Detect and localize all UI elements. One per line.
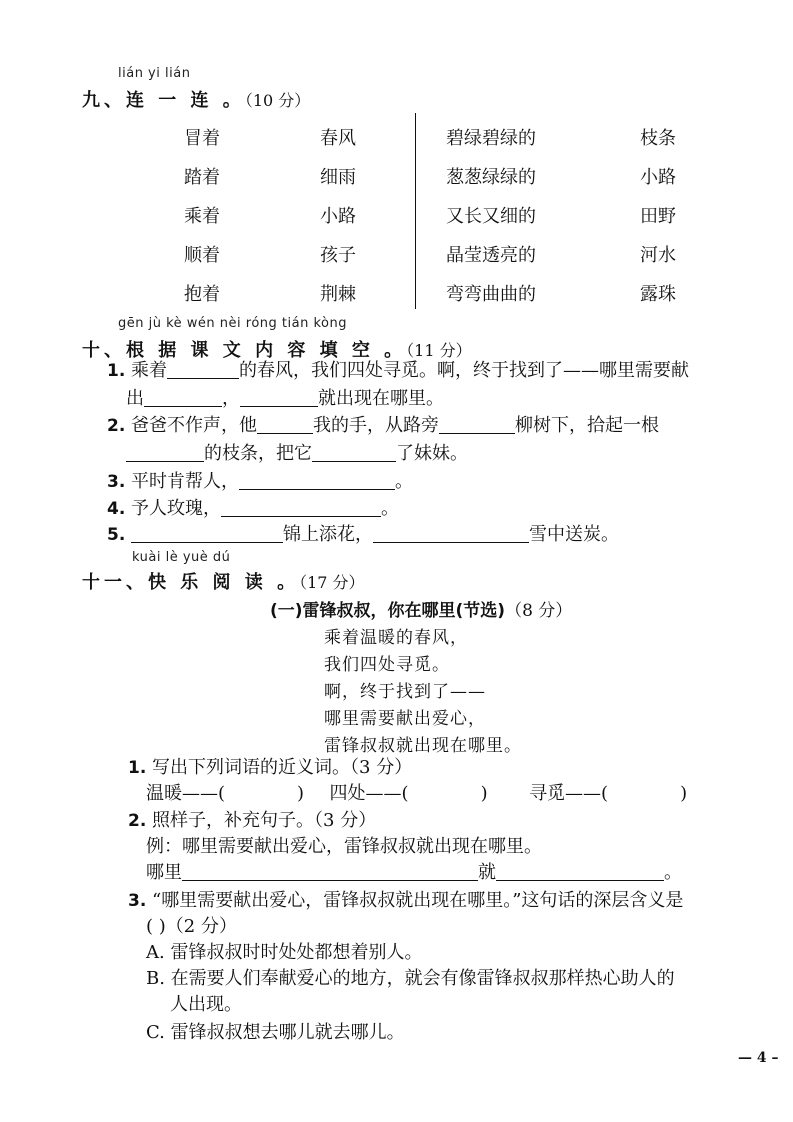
- poem-line: 我们四处寻觅。: [324, 655, 450, 675]
- close-paren: ): [297, 783, 305, 804]
- fill-blank[interactable]: [373, 524, 529, 543]
- fill-blank[interactable]: [312, 443, 396, 462]
- q-text: ，: [222, 388, 240, 409]
- column-divider: [415, 113, 416, 309]
- q-text: 锦上添花，: [283, 524, 374, 545]
- fill-blank[interactable]: [167, 360, 239, 379]
- close-paren: ): [680, 783, 688, 804]
- q-number: 2.: [107, 416, 126, 436]
- fill-blank[interactable]: [131, 524, 283, 543]
- q-text: 柳树下，拾起一根: [515, 415, 660, 436]
- sec11-q1: [128, 755, 412, 781]
- match-left2-0[interactable]: 春风: [320, 128, 356, 149]
- q-text: 乘着: [131, 360, 168, 381]
- poem-line: 哪里需要献出爱心，: [324, 709, 486, 729]
- sec9-points: （10 分）: [244, 91, 311, 110]
- q-number: 1.: [128, 758, 147, 778]
- option-b[interactable]: B. 在需要人们奉献爱心的地方，就会有像雷锋叔叔那样热心助人的: [146, 968, 675, 989]
- match-right1-3[interactable]: 晶莹透亮的: [446, 245, 536, 266]
- q-number: 1.: [107, 361, 126, 381]
- sec11-pinyin: kuài lè yuè dú: [132, 550, 231, 565]
- poem-line: 雷锋叔叔就出现在哪里。: [324, 736, 522, 756]
- q-number: 4.: [107, 499, 126, 519]
- q-number: 3.: [128, 891, 147, 911]
- sec10-q1-line2: [126, 386, 444, 412]
- match-left1-3[interactable]: 顺着: [184, 245, 220, 266]
- match-left1-0[interactable]: 冒着: [184, 128, 220, 149]
- option-a[interactable]: A. 雷锋叔叔时时处处都想着别人。: [146, 942, 423, 963]
- sec9-title: 九、连 一 连 。: [82, 90, 245, 111]
- q-text: 我的手，从路旁: [313, 415, 440, 436]
- option-c[interactable]: C. 雷锋叔叔想去哪儿就去哪儿。: [146, 1022, 405, 1043]
- match-right2-2[interactable]: 田野: [640, 206, 676, 227]
- match-left2-1[interactable]: 细雨: [320, 167, 356, 188]
- q-text: 雪中送炭。: [529, 524, 620, 545]
- q-text: 了妹妹。: [396, 443, 468, 464]
- match-right2-3[interactable]: 河水: [640, 245, 676, 266]
- match-right2-0[interactable]: 枝条: [640, 128, 676, 149]
- sec11-q2-fill: [146, 860, 682, 886]
- q-number: 5.: [107, 525, 126, 545]
- fill-blank[interactable]: [144, 388, 222, 407]
- q-text: 的春风，我们四处寻觅。啊，终于找到了——哪里需要献: [239, 360, 690, 381]
- match-left1-1[interactable]: 踏着: [184, 167, 220, 188]
- match-left2-2[interactable]: 小路: [320, 206, 356, 227]
- match-left1-4[interactable]: 抱着: [184, 284, 220, 305]
- q-text: 。: [664, 862, 682, 883]
- match-left1-2[interactable]: 乘着: [184, 206, 220, 227]
- fill-blank[interactable]: [239, 471, 395, 490]
- word-label: 温暖——(: [146, 783, 226, 804]
- sec10-q3: [107, 469, 413, 495]
- passage-title: [270, 596, 572, 621]
- option-b-cont[interactable]: 人出现。: [170, 994, 242, 1015]
- q-text: 就: [478, 862, 496, 883]
- match-right1-4[interactable]: 弯弯曲曲的: [446, 284, 536, 305]
- sec11-q2-example: 例：哪里需要献出爱心，雷锋叔叔就出现在哪里。: [146, 836, 542, 857]
- match-right1-0[interactable]: 碧绿碧绿的: [446, 128, 536, 149]
- poem-line: 啊，终于找到了——: [324, 682, 486, 702]
- q-text: 的枝条，把它: [204, 443, 312, 464]
- fill-blank[interactable]: [496, 862, 664, 881]
- page-number: — 4 –: [738, 1050, 779, 1066]
- match-right2-1[interactable]: 小路: [640, 167, 676, 188]
- poem-line: 乘着温暖的春风，: [324, 628, 468, 648]
- fill-blank[interactable]: [126, 443, 204, 462]
- fill-blank[interactable]: [257, 415, 313, 434]
- fill-blank[interactable]: [221, 498, 381, 517]
- sec10-q2-line1: [107, 413, 659, 439]
- q-text: 照样子，补充句子。（3 分）: [152, 810, 377, 831]
- match-right1-2[interactable]: 又长又细的: [446, 206, 536, 227]
- q-text: 哪里: [146, 862, 182, 883]
- match-left2-4[interactable]: 荆棘: [320, 284, 356, 305]
- q-text: 写出下列词语的近义词。（3 分）: [152, 757, 413, 778]
- q-text: 就出现在哪里。: [318, 388, 444, 409]
- sec10-pinyin: gēn jù kè wén nèi róng tián kòng: [118, 316, 347, 331]
- close-paren: ): [480, 783, 488, 804]
- sec10-title: 十、根 据 课 文 内 容 填 空 。: [82, 340, 407, 361]
- sec11-q1-answers: [146, 781, 687, 807]
- sec10-q5: [107, 522, 619, 548]
- match-left2-3[interactable]: 孩子: [320, 245, 356, 266]
- sec11-q3-paren[interactable]: ( )（2 分）: [146, 916, 237, 937]
- passage-points: （8 分）: [505, 601, 573, 621]
- q-number: 3.: [107, 472, 126, 492]
- sec11-heading: [82, 568, 365, 594]
- word-label: 寻觅——(: [529, 783, 609, 804]
- sec11-points: （17 分）: [299, 573, 365, 592]
- fill-blank[interactable]: [182, 862, 478, 881]
- q-text: 。: [395, 471, 414, 492]
- sec10-q1-line1: [107, 358, 689, 384]
- sec11-q2: [128, 808, 376, 834]
- passage-title-text: (一)雷锋叔叔，你在哪里(节选): [270, 601, 506, 621]
- sec9-heading: [82, 86, 310, 112]
- sec11-q3: [128, 888, 683, 914]
- sec11-title: 十一、快 乐 阅 读 。: [82, 572, 300, 593]
- match-right1-1[interactable]: 葱葱绿绿的: [446, 167, 536, 188]
- sec10-points: （11 分）: [406, 341, 472, 360]
- sec9-pinyin: lián yi lián: [118, 66, 191, 81]
- sec10-q4: [107, 496, 399, 522]
- q-number: 2.: [128, 811, 147, 831]
- word-label: 四处——(: [329, 783, 409, 804]
- q-text: 平时肯帮人，: [131, 471, 240, 492]
- q-text: 爸爸不作声，他: [131, 415, 258, 436]
- q-text: 出: [126, 388, 144, 409]
- q-text: 予人玫瑰，: [131, 498, 222, 519]
- fill-blank[interactable]: [439, 415, 515, 434]
- fill-blank[interactable]: [240, 388, 318, 407]
- q-text: “哪里需要献出爱心，雷锋叔叔就出现在哪里。”这句话的深层含义是: [152, 890, 684, 911]
- q-text: 。: [381, 498, 400, 519]
- sec10-q2-line2: [126, 441, 468, 467]
- match-right2-4[interactable]: 露珠: [640, 284, 676, 305]
